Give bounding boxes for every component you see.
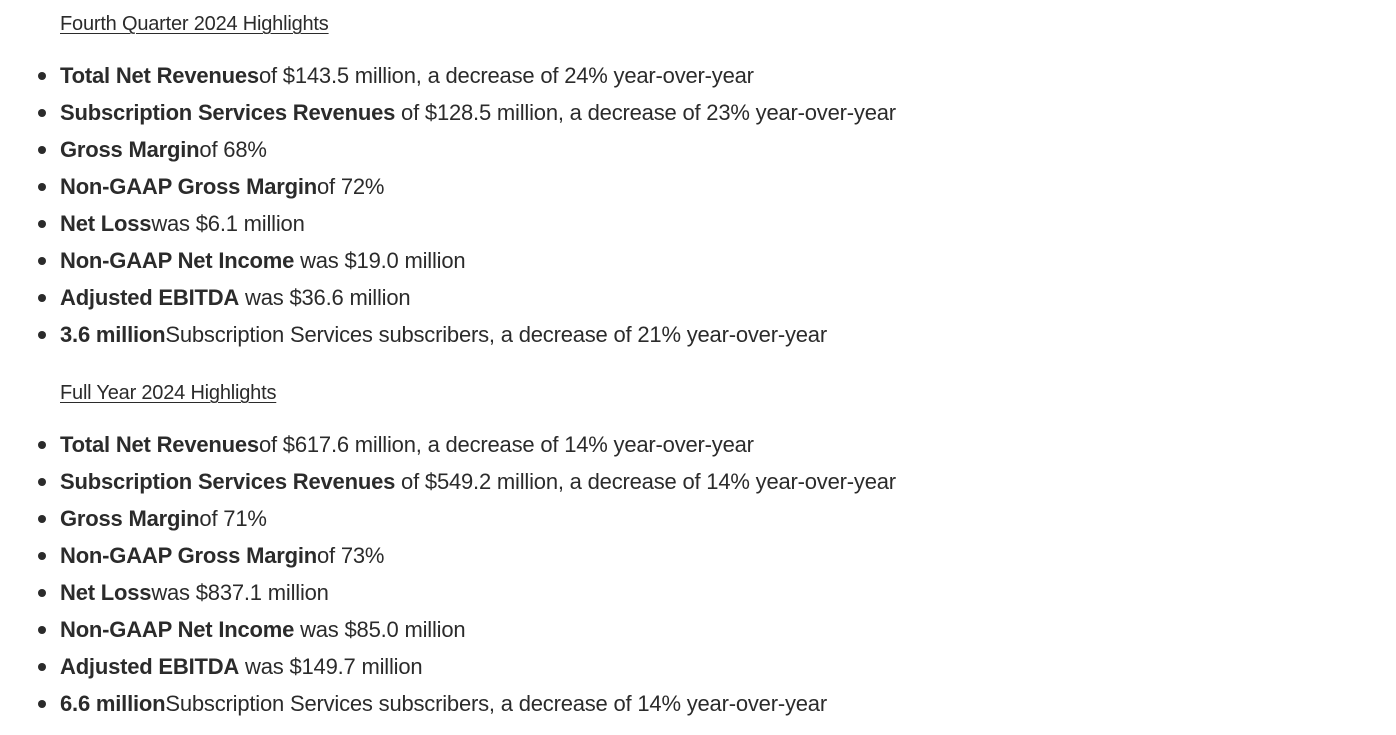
fourth-quarter-list [0, 57, 1396, 353]
metric-term: Total Net Revenues [60, 63, 259, 88]
metric-detail: of 71% [199, 506, 267, 531]
metric-term: 6.6 million [60, 691, 166, 716]
fourth-quarter-section [0, 8, 1396, 353]
metric-detail: was $6.1 million [151, 211, 305, 236]
metric-detail: was $149.7 million [239, 654, 423, 679]
fourth-quarter-heading: Fourth Quarter 2024 Highlights [60, 13, 329, 35]
list-item [0, 205, 1396, 242]
bullet-icon [38, 552, 46, 560]
list-item [0, 537, 1396, 574]
bullet-icon [38, 146, 46, 154]
metric-term: Net Loss [60, 580, 152, 605]
metric-term: Non-GAAP Net Income [60, 617, 295, 642]
full-year-heading: Full Year 2024 Highlights [60, 382, 277, 404]
metric-detail: was $19.0 million [294, 248, 466, 273]
list-item [0, 279, 1396, 316]
metric-detail: was $85.0 million [294, 617, 466, 642]
metric-detail: of $617.6 million, a decrease of 14% year-over-year [258, 432, 754, 457]
list-item [0, 685, 1396, 722]
list-item [0, 463, 1396, 500]
metric-detail: Subscription Services subscribers, a decrease of 21% year-over-year [165, 322, 827, 347]
metric-term: Gross Margin [60, 137, 200, 162]
bullet-icon [38, 663, 46, 671]
metric-term: Adjusted EBITDA [60, 654, 240, 679]
metric-detail: of $128.5 million, a decrease of 23% year-over-year [395, 100, 896, 125]
bullet-icon [38, 257, 46, 265]
bullet-icon [38, 478, 46, 486]
metric-detail: of 73% [316, 543, 385, 568]
bullet-icon [38, 294, 46, 302]
bullet-icon [38, 109, 46, 117]
metric-term: Adjusted EBITDA [60, 285, 240, 310]
metric-term: Non-GAAP Gross Margin [60, 174, 317, 199]
list-item [0, 168, 1396, 205]
list-item [0, 131, 1396, 168]
bullet-icon [38, 589, 46, 597]
metric-detail: was $837.1 million [151, 580, 329, 605]
full-year-list [0, 426, 1396, 722]
metric-detail: Subscription Services subscribers, a decrease of 14% year-over-year [165, 691, 827, 716]
metric-term: Non-GAAP Net Income [60, 248, 295, 273]
list-item [0, 500, 1396, 537]
list-item [0, 611, 1396, 648]
metric-detail: was $36.6 million [239, 285, 411, 310]
bullet-icon [38, 441, 46, 449]
metric-term: Total Net Revenues [60, 432, 259, 457]
metric-term: Subscription Services Revenues [60, 100, 396, 125]
metric-detail: of 72% [316, 174, 385, 199]
metric-term: Net Loss [60, 211, 152, 236]
metric-detail: of $549.2 million, a decrease of 14% year-over-year [395, 469, 896, 494]
bullet-icon [38, 626, 46, 634]
bullet-icon [38, 183, 46, 191]
full-year-section [0, 377, 1396, 722]
metric-term: Gross Margin [60, 506, 200, 531]
bullet-icon [38, 72, 46, 80]
bullet-icon [38, 515, 46, 523]
list-item [0, 316, 1396, 353]
list-item [0, 426, 1396, 463]
metric-detail: of 68% [199, 137, 267, 162]
list-item [0, 574, 1396, 611]
list-item [0, 57, 1396, 94]
bullet-icon [38, 331, 46, 339]
metric-term: Subscription Services Revenues [60, 469, 396, 494]
list-item [0, 648, 1396, 685]
bullet-icon [38, 700, 46, 708]
list-item [0, 242, 1396, 279]
list-item [0, 94, 1396, 131]
bullet-icon [38, 220, 46, 228]
metric-term: Non-GAAP Gross Margin [60, 543, 317, 568]
metric-detail: of $143.5 million, a decrease of 24% year-over-year [258, 63, 754, 88]
metric-term: 3.6 million [60, 322, 166, 347]
